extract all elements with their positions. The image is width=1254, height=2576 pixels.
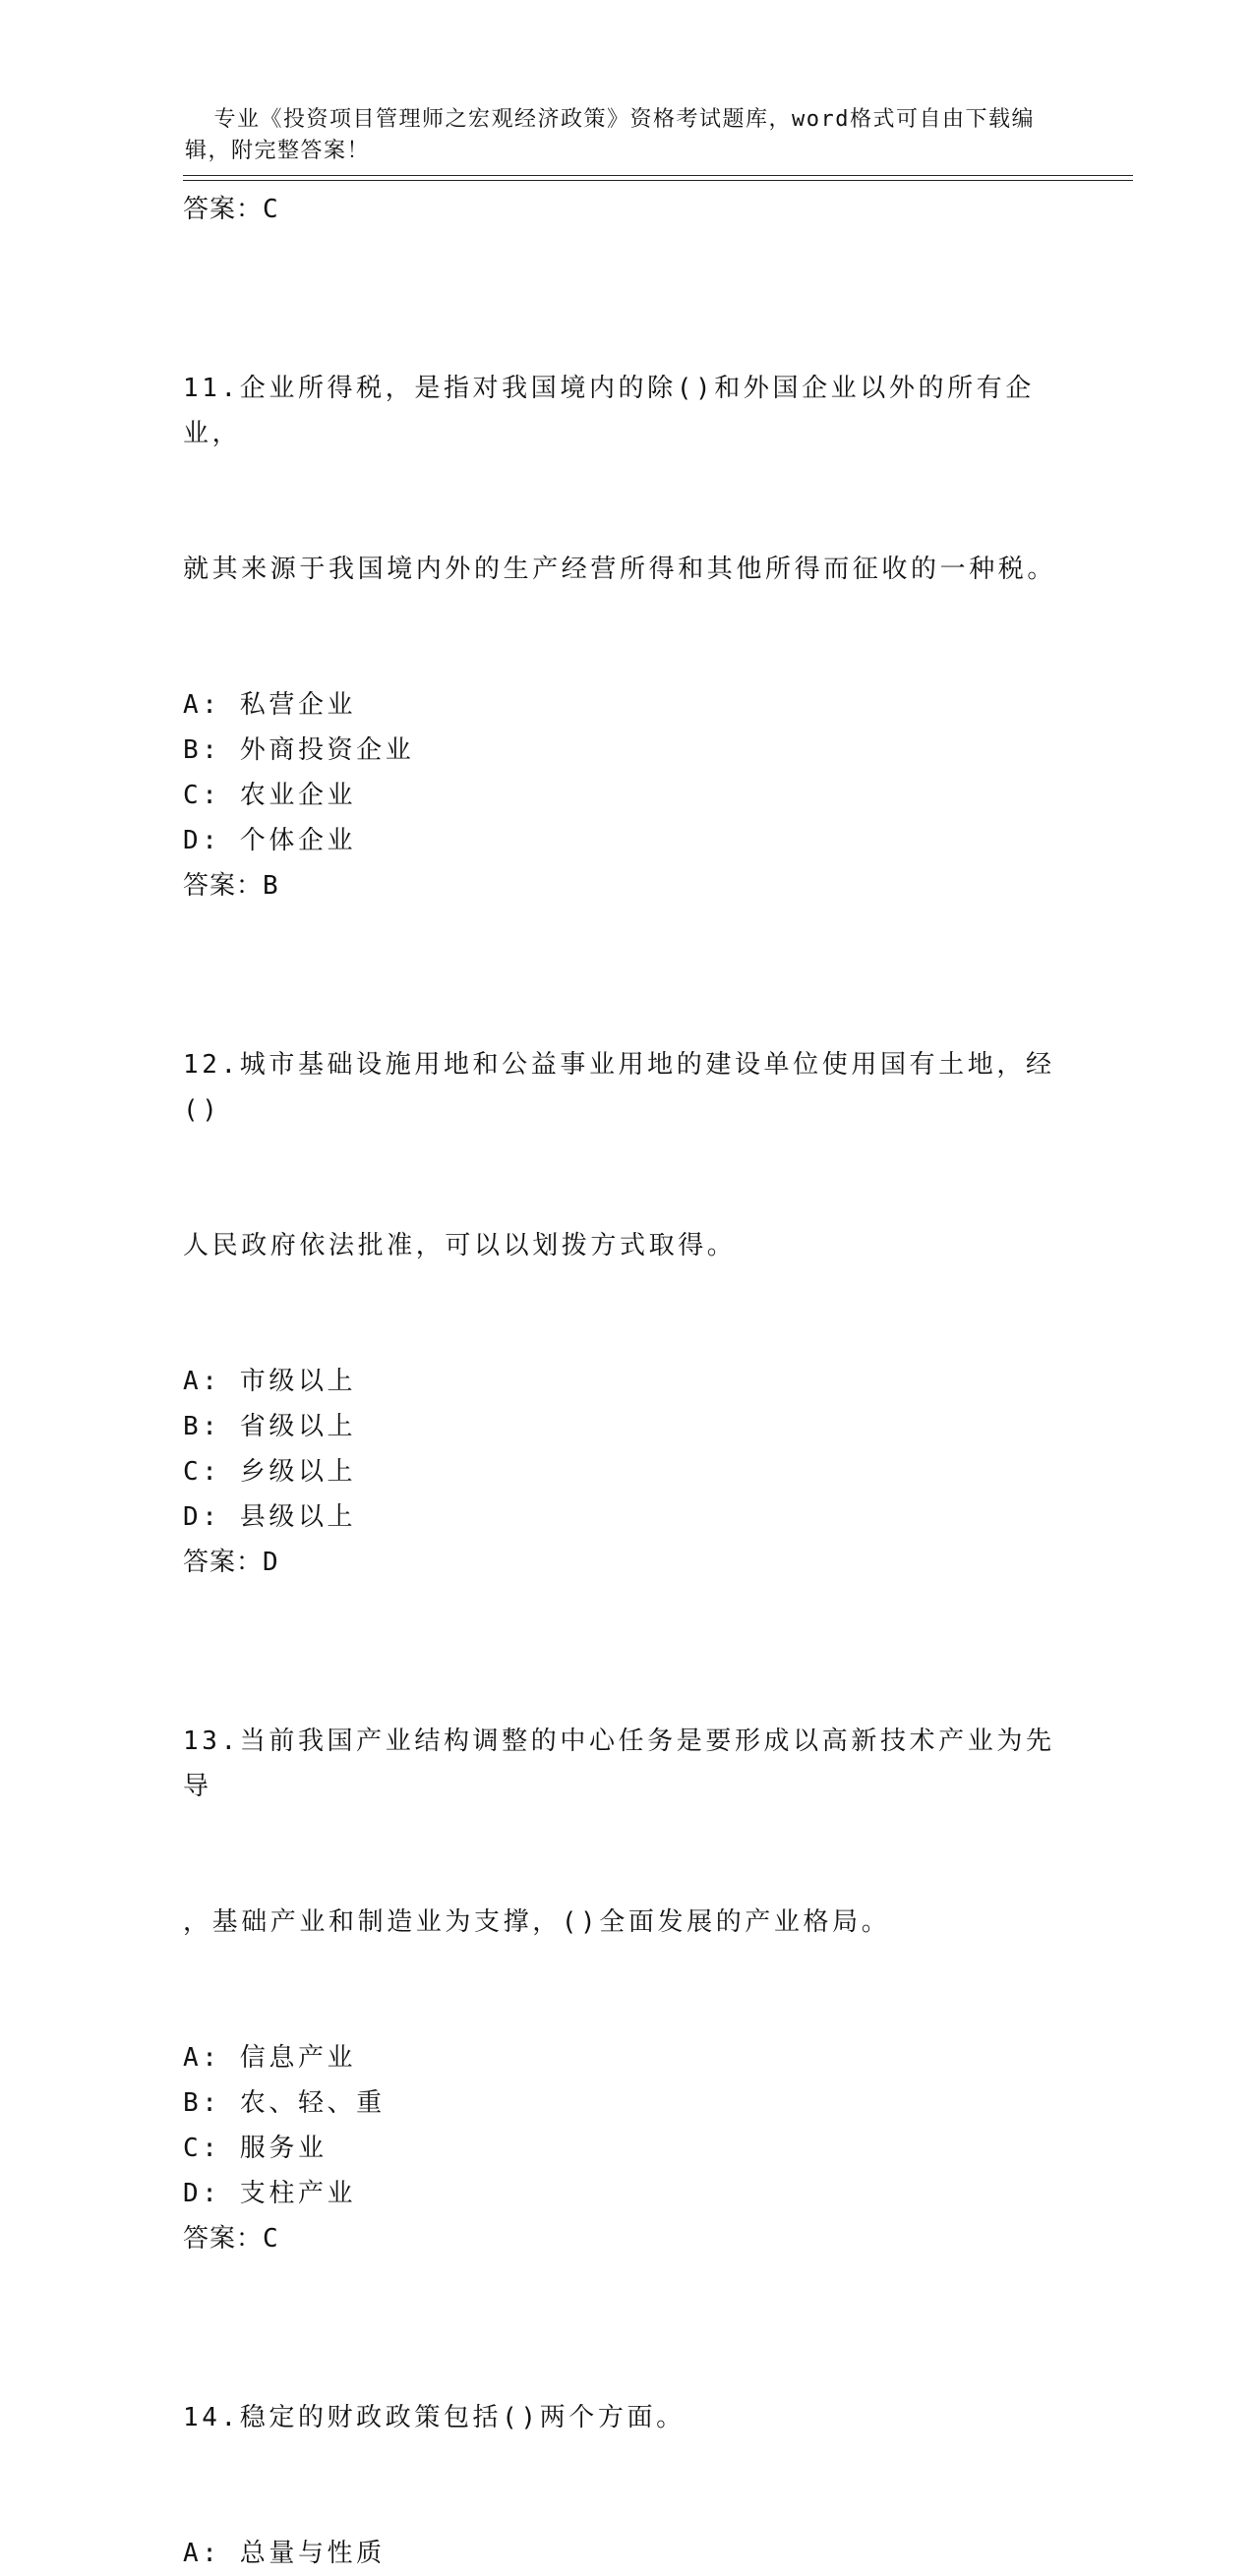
question-11 [183,275,1068,908]
question-text-line: 13.当前我国产业结构调整的中心任务是要形成以高新技术产业为先导 [183,1727,1055,1801]
answer-label: 答案： [183,2224,264,2254]
answer-label: 答案： [183,195,264,224]
question-14 [183,2305,1068,2576]
option-d: D: 支柱产业 [183,2179,357,2208]
document-header [185,73,1070,167]
option-b: B: 农、轻、重 [183,2088,386,2118]
answer-value: C [263,2224,279,2254]
question-text-line: ，基础产业和制造业为支撑，()全面发展的产业格局。 [183,1907,891,1937]
answer-value: C [263,195,279,224]
answer-line [183,863,1068,908]
option-a: A: 市级以上 [183,1367,357,1396]
option-d: D: 个体企业 [183,826,357,855]
option-c: C: 农业企业 [183,781,357,810]
question-text [183,1628,1068,2035]
question-text [183,952,1068,1359]
question-12 [183,952,1068,1585]
option-b: B: 省级以上 [183,1412,357,1441]
question-13 [183,1628,1068,2261]
question-text [183,275,1068,682]
option-d: D: 县级以上 [183,1502,357,1532]
option-c: C: 乡级以上 [183,1457,357,1487]
answer-value: D [263,1548,279,1577]
answer-value: B [263,871,279,901]
question-text [183,2305,1068,2531]
answer-line [183,2216,1068,2261]
answer-line [183,187,1068,232]
question-text-line: 12.城市基础设施用地和公益事业用地的建设单位使用国有土地，经() [183,1050,1055,1125]
question-text-line: 14.稳定的财政政策包括()两个方面。 [183,2403,686,2432]
question-text-line: 11.企业所得税，是指对我国境内的除()和外国企业以外的所有企业， [183,374,1035,448]
question-list [183,187,1068,2576]
header-divider-top [183,175,1133,176]
option-b: B: 外商投资企业 [183,735,415,765]
header-divider-bottom [183,180,1133,181]
answer-line [183,1540,1068,1585]
option-c: C: 服务业 [183,2134,328,2163]
option-a: A: 信息产业 [183,2043,357,2073]
answer-label: 答案： [183,871,264,901]
option-a: A: 私营企业 [183,690,357,720]
answer-label: 答案： [183,1548,264,1577]
question-text-line: 人民政府依法批准，可以以划拨方式取得。 [183,1231,737,1260]
header-text: 专业《投资项目管理师之宏观经济政策》资格考试题库，word格式可自由下载编辑，附完整答案！ [185,107,1035,163]
option-a: A: 总量与性质 [183,2539,386,2568]
question-text-line: 就其来源于我国境内外的生产经营所得和其他所得而征收的一种税。 [183,555,1057,584]
